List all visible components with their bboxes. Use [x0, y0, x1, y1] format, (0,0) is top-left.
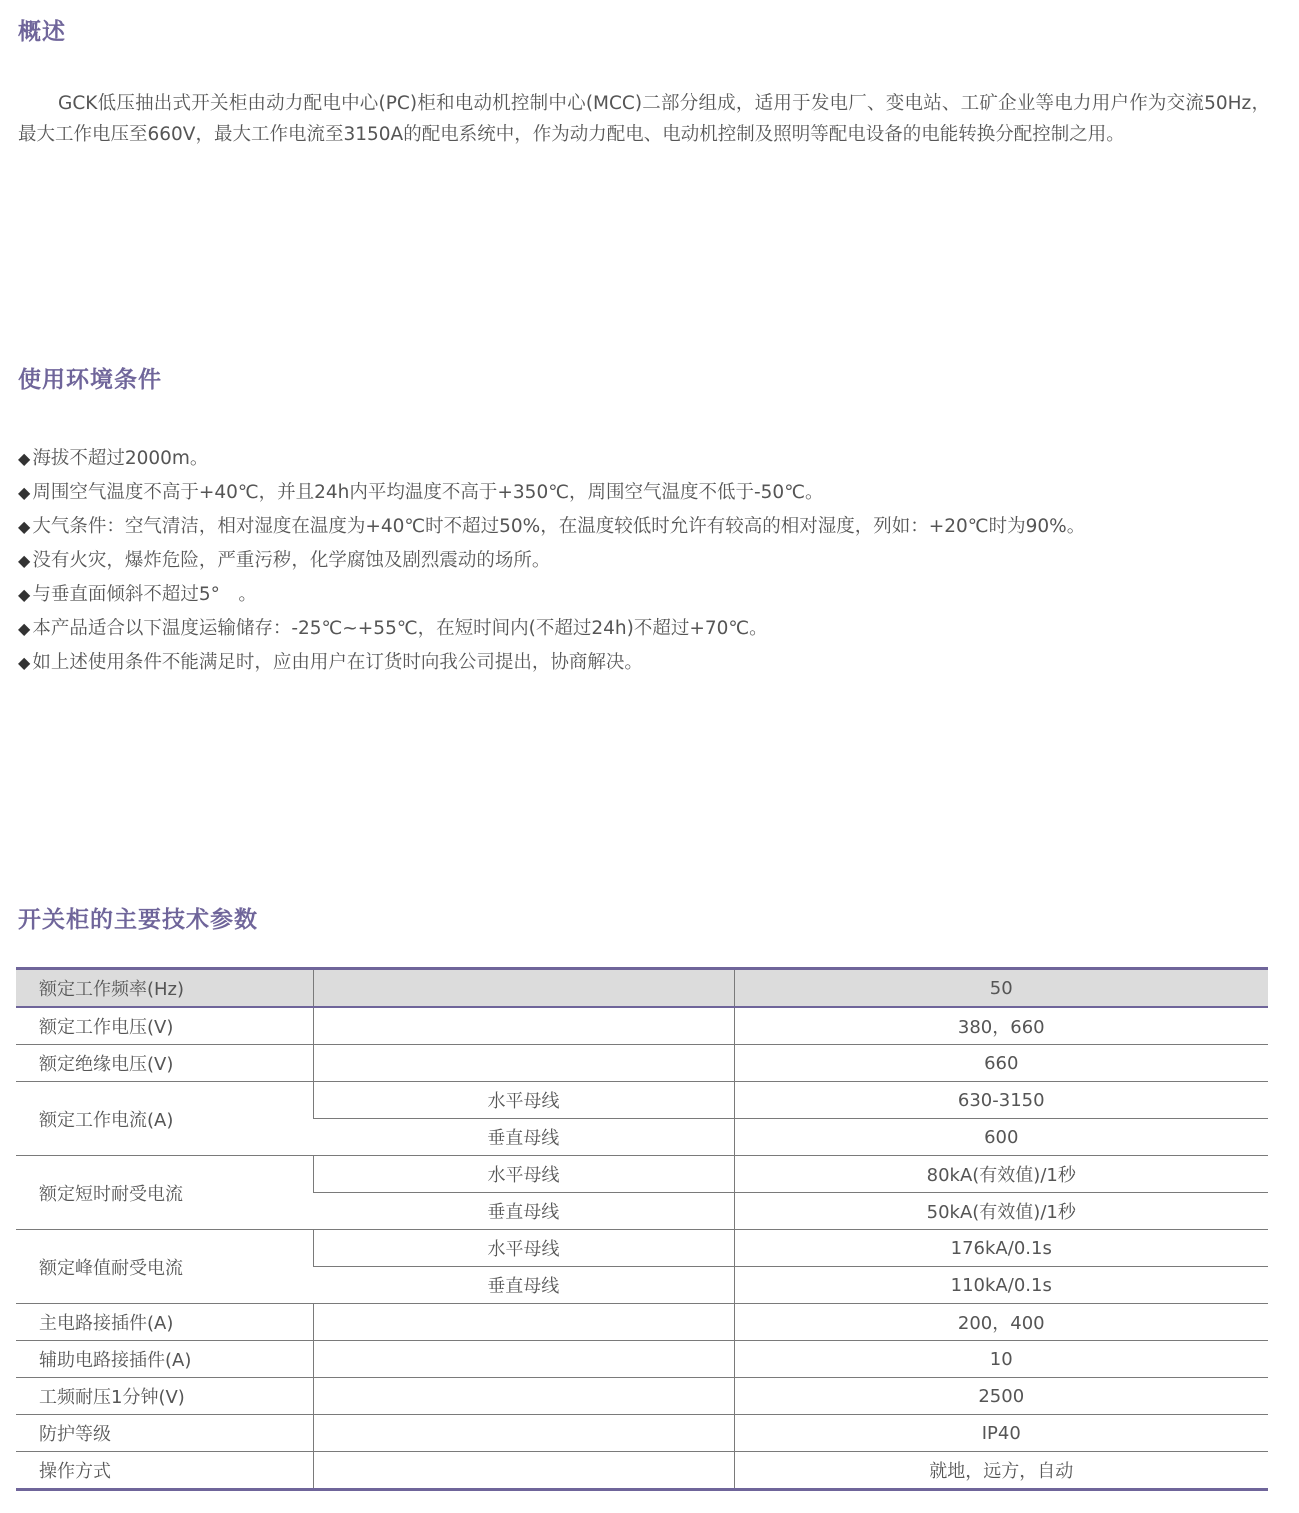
environment-list [18, 444, 1085, 682]
diamond-bullet-icon: ◆ [18, 619, 31, 638]
overview-text: GCK低压抽出式开关柜由动力配电中心(PC)柜和电动机控制中心(MCC)二部分组成，适用于发电厂、变电站、工矿企业等电力用户作为交流50Hz，最大工作电压至660V，最大工作电流至3150A的配电系统中，作为动力配电、电动机控制及照明等配电设备的电能转换分配控制之用。 [18, 93, 1270, 145]
param-label: 辅助电路接插件(A) [16, 1341, 313, 1378]
param-value: 就地，远方，自动 [734, 1452, 1268, 1490]
param-value: 110kA/0.1s [734, 1267, 1268, 1304]
param-label: 主电路接插件(A) [16, 1304, 313, 1341]
param-sub [313, 1304, 734, 1341]
param-sub [313, 1341, 734, 1378]
param-sub: 垂直母线 [313, 1119, 734, 1156]
param-value: 630-3150 [734, 1082, 1268, 1119]
param-sub: 垂直母线 [313, 1267, 734, 1304]
diamond-bullet-icon: ◆ [18, 517, 31, 536]
param-value: 176kA/0.1s [734, 1230, 1268, 1267]
param-sub [313, 1007, 734, 1045]
params-heading: 开关柜的主要技术参数 [18, 907, 258, 933]
param-sub [313, 1378, 734, 1415]
diamond-bullet-icon: ◆ [18, 585, 31, 604]
param-sub: 水平母线 [313, 1230, 734, 1267]
param-value: 380，660 [734, 1007, 1268, 1045]
environment-item-text: 没有火灾，爆炸危险，严重污秽，化学腐蚀及剧烈震动的场所。 [32, 550, 551, 571]
diamond-bullet-icon: ◆ [18, 551, 31, 570]
param-label: 额定工作电流(A) [16, 1082, 313, 1156]
param-value: IP40 [734, 1415, 1268, 1452]
param-sub [313, 1045, 734, 1082]
param-sub: 水平母线 [313, 1156, 734, 1193]
param-label: 额定工作电压(V) [16, 1007, 313, 1045]
diamond-bullet-icon: ◆ [18, 653, 31, 672]
table-row [16, 1045, 1268, 1082]
param-value: 50 [734, 969, 1268, 1008]
param-label: 额定绝缘电压(V) [16, 1045, 313, 1082]
table-row [16, 1230, 1268, 1267]
param-value: 50kA(有效值)/1秒 [734, 1193, 1268, 1230]
diamond-bullet-icon: ◆ [18, 449, 31, 468]
param-label: 额定工作频率(Hz) [16, 969, 313, 1008]
param-sub [313, 1452, 734, 1490]
table-row [16, 1378, 1268, 1415]
param-label: 防护等级 [16, 1415, 313, 1452]
table-row [16, 1082, 1268, 1119]
param-label: 额定峰值耐受电流 [16, 1230, 313, 1304]
environment-item [18, 478, 1085, 512]
param-value: 660 [734, 1045, 1268, 1082]
environment-item [18, 444, 1085, 478]
environment-item [18, 614, 1085, 648]
environment-item-text: 大气条件：空气清洁，相对湿度在温度为+40℃时不超过50%，在温度较低时允许有较高的相对湿度，列如：+20℃时为90%。 [32, 516, 1086, 537]
environment-item-text: 海拔不超过2000m。 [32, 448, 209, 469]
param-value: 2500 [734, 1378, 1268, 1415]
param-label: 额定短时耐受电流 [16, 1156, 313, 1230]
params-table [16, 967, 1268, 1491]
environment-item-text: 如上述使用条件不能满足时，应由用户在订货时向我公司提出，协商解决。 [32, 652, 643, 673]
environment-item [18, 648, 1085, 682]
environment-item-text: 周围空气温度不高于+40℃，并且24h内平均温度不高于+350℃，周围空气温度不低于-50℃。 [32, 482, 824, 503]
environment-item [18, 546, 1085, 580]
param-label: 操作方式 [39, 1461, 111, 1482]
param-sub [313, 1415, 734, 1452]
param-sub [313, 969, 734, 1008]
table-row [16, 1304, 1268, 1341]
param-label: 工频耐压1分钟(V) [16, 1378, 313, 1415]
environment-heading: 使用环境条件 [18, 367, 162, 393]
table-row [16, 1156, 1268, 1193]
table-row [16, 1452, 1268, 1490]
table-row [16, 1007, 1268, 1045]
diamond-bullet-icon: ◆ [18, 483, 31, 502]
param-value: 10 [734, 1341, 1268, 1378]
overview-heading: 概述 [18, 19, 66, 45]
environment-item [18, 580, 1085, 614]
environment-item-text: 与垂直面倾斜不超过5° 。 [32, 584, 257, 605]
table-row [16, 1415, 1268, 1452]
environment-item [18, 512, 1085, 546]
param-value: 600 [734, 1119, 1268, 1156]
table-row [16, 1341, 1268, 1378]
param-value: 80kA(有效值)/1秒 [734, 1156, 1268, 1193]
param-sub: 垂直母线 [313, 1193, 734, 1230]
environment-item-text: 本产品适合以下温度运输储存：-25℃~+55℃，在短时间内(不超过24h)不超过+70℃。 [32, 618, 768, 639]
param-value: 200，400 [734, 1304, 1268, 1341]
table-row [16, 969, 1268, 1008]
param-sub: 水平母线 [313, 1082, 734, 1119]
